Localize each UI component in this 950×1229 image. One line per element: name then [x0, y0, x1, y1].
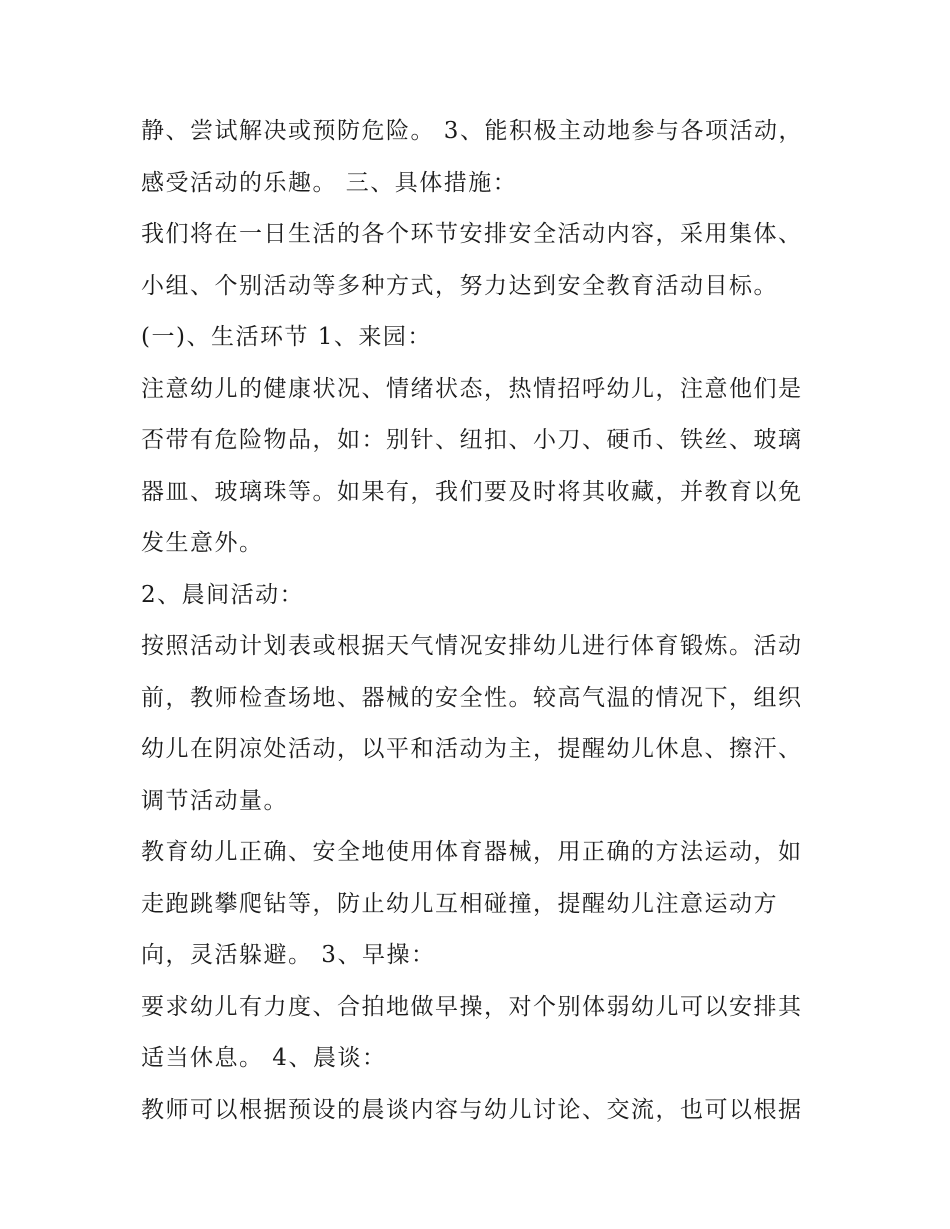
- text-line-13: 幼儿在阴凉处活动，以平和活动为主，提醒幼儿休息、擦汗、: [141, 736, 803, 762]
- text-line-20: 教师可以根据预设的晨谈内容与幼儿讨论、交流，也可以根据: [141, 1096, 803, 1123]
- text-line-14: 调节活动量。: [141, 787, 288, 814]
- text-line-3: 我们将在一日生活的各个环节安排安全活动内容，采用集体、: [141, 221, 803, 247]
- text-line-18: 要求幼儿有力度、合拍地做早操，对个别体弱幼儿可以安排其: [141, 993, 803, 1020]
- text-line-11: 按照活动计划表或根据天气情况安排幼儿进行体育锻炼。活动: [141, 633, 803, 659]
- text-line-16: 走跑跳攀爬钻等，防止幼儿互相碰撞，提醒幼儿注意运动方: [141, 890, 778, 917]
- text-line-17: 向，灵活躲避。 3、早操：: [141, 942, 436, 968]
- text-line-12: 前，教师检查场地、器械的安全性。较高气温的情况下，组织: [141, 684, 803, 711]
- text-line-8: 器皿、玻璃珠等。如果有，我们要及时将其收藏，并教育以免: [141, 478, 803, 505]
- document-body: [141, 106, 821, 1136]
- text-line-1: 静、尝试解决或预防危险。 3、能积极主动地参与各项活动，: [141, 118, 803, 144]
- text-line-9: 发生意外。: [141, 530, 264, 556]
- text-line-2: 感受活动的乐趣。 三、具体措施：: [141, 169, 518, 196]
- text-line-5: (一)、生活环节 1、来园：: [141, 324, 432, 350]
- text-line-10: 2、晨间活动：: [141, 581, 305, 608]
- text-line-6: 注意幼儿的健康状况、情绪状态，热情招呼幼儿，注意他们是: [141, 375, 803, 402]
- text-line-19: 适当休息。 4、晨谈：: [141, 1045, 387, 1071]
- text-line-4: 小组、个别活动等多种方式，努力达到安全教育活动目标。: [141, 272, 778, 299]
- text-line-7: 否带有危险物品，如：别针、纽扣、小刀、硬币、铁丝、玻璃: [141, 427, 803, 453]
- text-line-15: 教育幼儿正确、安全地使用体育器械，用正确的方法运动，如: [141, 839, 803, 865]
